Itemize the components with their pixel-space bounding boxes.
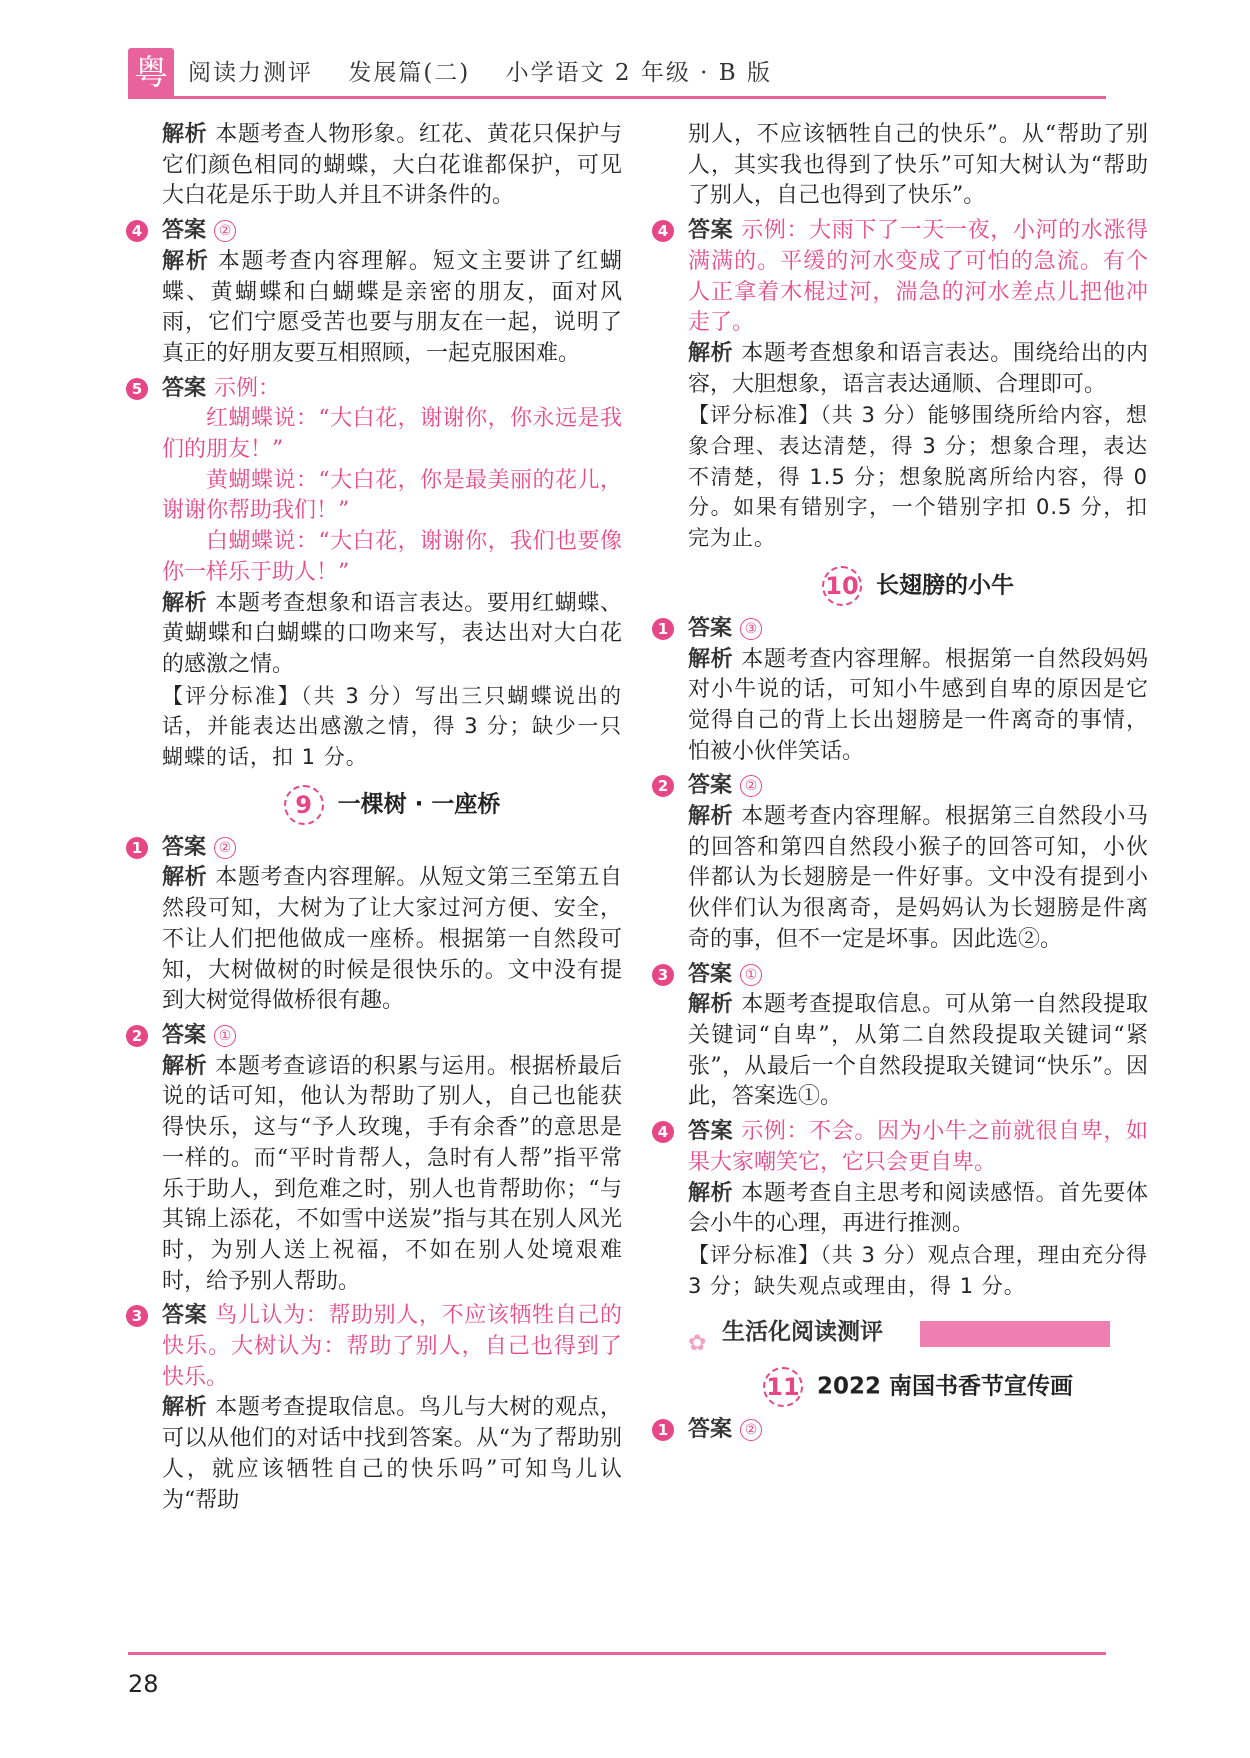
answer-label: 答案 — [162, 834, 207, 860]
answer-label: 答案 — [162, 218, 207, 244]
answer-label: 答案 — [162, 1303, 208, 1329]
analysis-text: 本题考查内容理解。根据第一自然段妈妈对小牛说的话，可知小牛感到自卑的原因是它觉得自己的背上长出翅膀是一件离奇的事情，怕被小伙伴笑话。 — [688, 646, 1148, 764]
analysis-text: 本题考查自主思考和阅读感悟。首先要体会小牛的心理，再进行推测。 — [688, 1180, 1148, 1237]
analysis-text: 本题考查提取信息。鸟儿与大树的观点，可以从他们的对话中找到答案。从“为了帮助别人，就应该牺牲自己的快乐吗”可知鸟儿认为“帮助 — [162, 1395, 622, 1513]
scoring-rubric: 【评分标准】（共 3 分）写出三只蝴蝶说出的话，并能表达出感激之情，得 3 分；缺少一只蝴蝶的话，扣 1 分。 — [162, 683, 622, 770]
answer-choice: ③ — [740, 618, 762, 640]
question-item — [657, 1117, 1148, 1301]
header-series: 阅读力测评 — [188, 60, 313, 86]
banner-bar — [920, 1321, 1110, 1347]
answer-label: 答案 — [688, 218, 734, 244]
right-column — [657, 120, 1148, 1446]
analysis-label: 解析 — [688, 992, 734, 1018]
header-divider — [128, 96, 1106, 99]
question-item — [657, 960, 1148, 1114]
analysis-continued: 别人，不应该牺牲自己的快乐”。从“帮助了别人，其实我也得到了快乐”可知大树认为“帮助了别人，自己也得到了快乐”。 — [688, 122, 1148, 209]
answer-block — [162, 120, 622, 212]
analysis-text: 本题考查人物形象。红花、黄花只保护与它们颜色相同的蝴蝶，大白花谁都保护，可见大白花是乐于助人并且不讲条件的。 — [162, 122, 622, 209]
analysis-text: 本题考查想象和语言表达。围绕给出的内容，大胆想象，语言表达通顺、合理即可。 — [688, 340, 1148, 397]
question-item — [657, 614, 1148, 768]
header-volume: 发展篇(二) — [348, 60, 471, 86]
question-number: 1 — [652, 618, 674, 640]
answer-choice: ② — [740, 1419, 762, 1441]
footer-divider — [128, 1652, 1106, 1655]
section-title: 2022 南国书香节宣传画 — [816, 1373, 1074, 1400]
section-title: 一棵树 · 一座桥 — [337, 791, 501, 818]
section-heading — [688, 1367, 1148, 1409]
header-title — [188, 54, 798, 87]
question-item — [131, 374, 622, 773]
section-number: 9 — [284, 785, 324, 825]
analysis-label: 解析 — [162, 122, 208, 147]
question-number: 3 — [126, 1305, 148, 1327]
analysis-label: 解析 — [688, 340, 734, 366]
question-item — [131, 1301, 622, 1516]
answer-label: 答案 — [162, 1022, 207, 1048]
question-number: 5 — [126, 378, 148, 400]
answer-choice: ① — [740, 964, 762, 986]
question-item — [131, 833, 622, 1017]
scoring-rubric: 【评分标准】（共 3 分）观点合理，理由充分得 3 分；缺失观点或理由，得 1 分。 — [688, 1242, 1148, 1298]
sample-answer-line: 红蝴蝶说：“大白花，谢谢你，你永远是我们的朋友！” — [162, 406, 622, 463]
section-number: 10 — [822, 566, 862, 606]
analysis-label: 解析 — [162, 590, 208, 616]
question-number: 4 — [652, 220, 674, 242]
question-number: 2 — [652, 775, 674, 797]
question-number: 4 — [652, 1121, 674, 1143]
analysis-label: 解析 — [162, 865, 208, 891]
question-number: 1 — [652, 1419, 674, 1441]
question-number: 3 — [652, 964, 674, 986]
question-item — [131, 216, 622, 370]
analysis-label: 解析 — [162, 248, 210, 274]
analysis-label: 解析 — [162, 1053, 208, 1079]
left-column — [131, 120, 622, 1516]
analysis-text: 本题考查想象和语言表达。要用红蝴蝶、黄蝴蝶和白蝴蝶的口吻来写，表达出对大白花的感激之情。 — [162, 590, 622, 677]
analysis-label: 解析 — [688, 804, 734, 830]
answer-choice: ② — [214, 837, 236, 859]
sample-answer-line: 黄蝴蝶说：“大白花，你是最美丽的花儿，谢谢你帮助我们！” — [162, 467, 622, 524]
page-number: 28 — [128, 1670, 159, 1698]
analysis-text: 本题考查提取信息。可从第一自然段提取关键词“自卑”，从第二自然段提取关键词“紧张”，从最后一个自然段提取关键词“快乐”。因此，答案选①。 — [688, 992, 1148, 1110]
question-item — [657, 216, 1148, 554]
section-heading — [162, 785, 622, 827]
analysis-text: 本题考查内容理解。从短文第三至第五自然段可知，大树为了让大家过河方便、安全，不让人们把他做成一座桥。根据第一自然段可知，大树做树的时候是很快乐的。文中没有提到大树觉得做桥很有趣。 — [162, 865, 622, 1014]
answer-choice: ① — [214, 1025, 236, 1047]
analysis-text: 本题考查内容理解。根据第三自然段小马的回答和第四自然段小猴子的回答可知，小伙伴都认为长翅膀是一件好事。文中没有提到小伙伴们认为很离奇，是妈妈认为长翅膀是件离奇的事，但不一定是坏事。因此选②。 — [688, 804, 1148, 952]
region-logo: 粤 — [128, 48, 174, 98]
answer-text: 示例：大雨下了一天一夜，小河的水涨得满满的。平缓的河水变成了可怕的急流。有个人正拿着木棍过河，湍急的河水差点儿把他冲走了。 — [688, 218, 1148, 336]
answer-choice: ② — [740, 775, 762, 797]
flower-icon: ✿ — [688, 1331, 707, 1357]
analysis-label: 解析 — [162, 1395, 208, 1421]
section-title: 长翅膀的小牛 — [876, 572, 1014, 599]
answer-label: 答案 — [688, 1119, 734, 1145]
question-item — [131, 1021, 622, 1297]
question-item — [657, 771, 1148, 955]
answer-text: 鸟儿认为：帮助别人，不应该牺牲自己的快乐。大树认为：帮助了别人，自己也得到了快乐。 — [162, 1303, 622, 1390]
header-subject: 小学语文 2 年级 · B 版 — [505, 60, 772, 86]
answer-label: 答案 — [688, 615, 733, 641]
life-reading-banner — [688, 1315, 1148, 1355]
answer-label: 答案 — [688, 1417, 733, 1443]
question-number: 1 — [126, 837, 148, 859]
question-number: 2 — [126, 1025, 148, 1047]
answer-text: 示例：不会。因为小牛之前就很自卑，如果大家嘲笑它，它只会更自卑。 — [688, 1119, 1148, 1175]
answer-label: 答案 — [688, 773, 733, 799]
analysis-text: 本题考查谚语的积累与运用。根据桥最后说的话可知，他认为帮助了别人，自己也能获得快乐，这与“予人玫瑰，手有余香”的意思是一样的。而“平时肯帮人，急时有人帮”指平常乐于助人，到危难之时，别人也肯帮助你；“与其锦上添花，不如雪中送炭”指与其在别人风光时，为别人送上祝福，不如在别人处境艰难时，给予别人帮助。 — [162, 1053, 622, 1294]
section-heading — [688, 566, 1148, 608]
question-number: 4 — [126, 220, 148, 242]
sample-answer-line: 白蝴蝶说：“大白花，谢谢你，我们也要像你一样乐于助人！” — [162, 529, 622, 585]
question-item — [657, 1415, 1148, 1446]
analysis-label: 解析 — [688, 1180, 734, 1206]
answer-text: 示例： — [214, 375, 281, 401]
analysis-text: 本题考查内容理解。短文主要讲了红蝴蝶、黄蝴蝶和白蝴蝶是亲密的朋友，面对风雨，它们宁愿受苦也要与朋友在一起，说明了真正的好朋友要互相照顾，一起克服困难。 — [162, 248, 622, 366]
answer-choice: ② — [214, 220, 236, 242]
scoring-rubric: 【评分标准】（共 3 分）能够围绕所给内容，想象合理、表达清楚，得 3 分；想象合理，表达不清楚，得 1.5 分；想象脱离所给内容，得 0 分。如果有错别字，一个错别字扣 0.5 分，扣完为止。 — [688, 403, 1148, 551]
analysis-label: 解析 — [688, 646, 734, 672]
banner-title: 生活化阅读测评 — [722, 1319, 883, 1346]
page-header — [128, 44, 1106, 100]
section-number: 11 — [763, 1367, 803, 1407]
answer-label: 答案 — [688, 961, 733, 987]
answer-label: 答案 — [162, 375, 207, 401]
